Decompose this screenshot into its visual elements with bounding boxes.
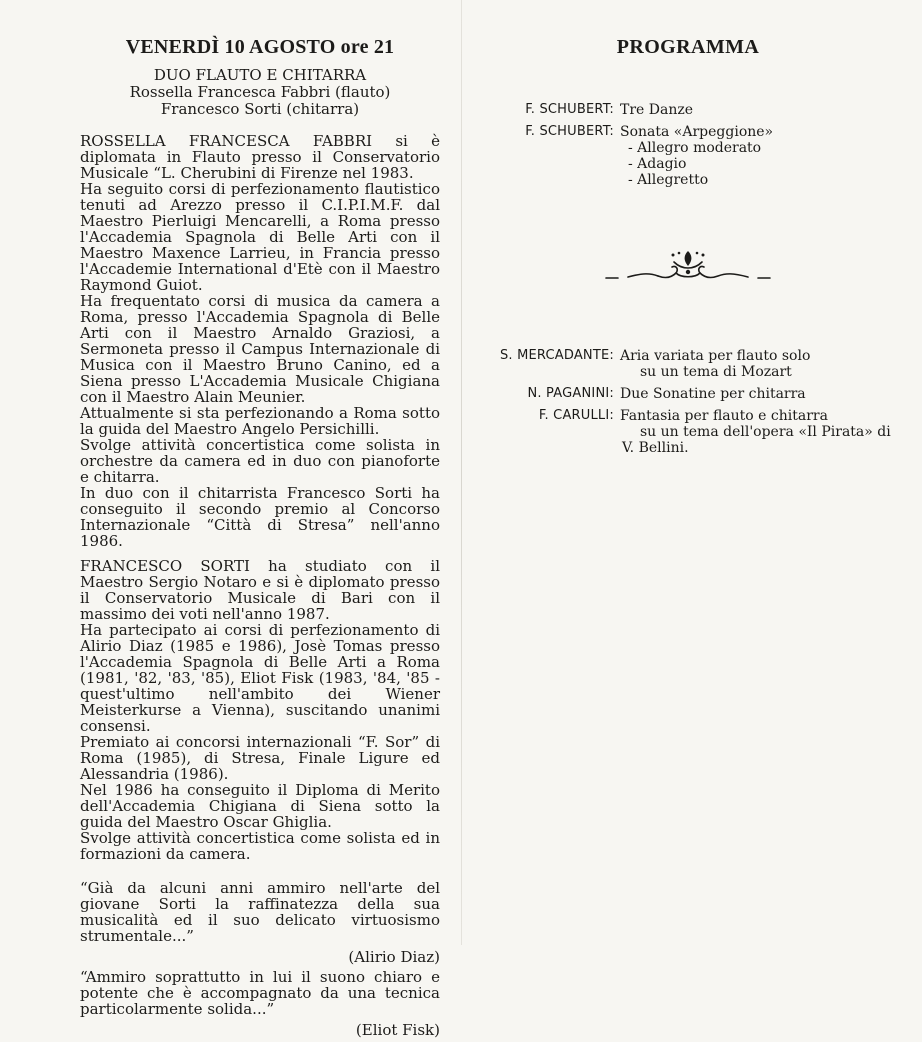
work-block xyxy=(620,408,898,456)
scroll-ornament-icon xyxy=(478,246,898,286)
quote-diaz xyxy=(80,880,440,965)
work-title: Tre Danze xyxy=(620,102,694,118)
work-subtitle: su un tema dell'opera «Il Pirata» di xyxy=(640,424,891,440)
bio-paragraph: Svolge attività concertistica come solista ed in formazioni da camera. xyxy=(80,829,440,863)
composer-name: F. SCHUBERT: xyxy=(525,102,614,117)
work-title: Fantasia per flauto e chitarra xyxy=(620,408,828,424)
programme-part-1 xyxy=(478,102,898,188)
composer-name: S. MERCADANTE: xyxy=(499,348,614,363)
programme-item xyxy=(478,386,898,402)
bio-paragraph: Attualmente si sta perfezionando a Roma sotto la guida del Maestro Angelo Persichilli. xyxy=(80,404,440,438)
work-title: Due Sonatine per chitarra xyxy=(620,386,806,402)
composer-name: N. PAGANINI: xyxy=(527,386,614,401)
bio-paragraph: ROSSELLA FRANCESCA FABBRI si è diplomata in Flauto presso il Conservatorio Musicale “L. Cherubini di Firenze nel 1983. xyxy=(80,132,440,182)
right-column xyxy=(478,30,898,460)
bio-paragraph: Ha frequentato corsi di musica da camera a Roma, presso l'Accademia Spagnola di Belle Arti con il Maestro Arnaldo Graziosi, a Sermoneta presso il Campus Internazionale di Musica con il Maestro Bruno Canino, ed a Siena presso L'Accademia Musicale Chigiana con il Maestro Alain Meunier. xyxy=(80,292,440,406)
fabbri-bio xyxy=(80,133,440,549)
sorti-bio xyxy=(80,558,440,862)
programme-item xyxy=(478,408,898,456)
work-subtitle: su un tema di Mozart xyxy=(640,364,792,380)
page-fold xyxy=(461,0,462,945)
movement: - Allegro moderato xyxy=(628,140,762,156)
left-column xyxy=(80,30,440,1042)
scroll-ornament-icon xyxy=(588,246,788,286)
movement: - Adagio xyxy=(628,156,687,172)
quote-fisk xyxy=(80,969,440,1038)
quote-text: “Ammiro soprattutto in lui il suono chiaro e potente che è accompagnato da una tecnica particolarmente solida...” xyxy=(80,968,440,1018)
programme-part-2 xyxy=(478,348,898,456)
bio-paragraph: Ha partecipato ai corsi di perfezionamento di Alirio Diaz (1985 e 1986), Josè Tomas presso l'Accademia Spagnola di Belle Arti a Roma (1981, '82, '83, '85), Eliot Fisk (1983, '84, '85 - quest'ultimo nell'ambito dei Wiener Meisterkurse a Vienna), suscitando unanimi consensi. xyxy=(80,621,440,735)
programme-heading: PROGRAMMA xyxy=(616,36,760,58)
work-block xyxy=(620,348,898,380)
work-title: Aria variata per flauto solo xyxy=(620,348,811,364)
programme-item xyxy=(478,124,898,188)
performer-flute: Rossella Francesca Fabbri (flauto) xyxy=(129,83,391,101)
movement: - Allegretto xyxy=(628,172,709,188)
quote-author: (Alirio Diaz) xyxy=(348,948,440,966)
programme-item xyxy=(478,348,898,380)
ensemble-name: DUO FLAUTO E CHITARRA xyxy=(153,66,367,84)
work-block xyxy=(620,124,898,188)
bio-paragraph: Ha seguito corsi di perfezionamento flautistico tenuti ad Arezzo presso il C.I.P.I.M.F. dal Maestro Pierluigi Mencarelli, a Roma presso l'Accademia Spagnola di Belle Arti con il Maestro Maxence Larrieu, in Francia presso l'Accademie International d'Etè con il Maestro Raymond Guiot. xyxy=(80,180,440,294)
programme-item xyxy=(478,102,898,118)
composer-name: F. CARULLI: xyxy=(538,408,614,423)
quote-author: (Eliot Fisk) xyxy=(355,1021,440,1039)
work-title: Sonata «Arpeggione» xyxy=(620,124,774,140)
work-subtitle: V. Bellini. xyxy=(622,440,689,456)
performer-guitar: Francesco Sorti (chitarra) xyxy=(160,100,360,118)
bio-paragraph: Nel 1986 ha conseguito il Diploma di Merito dell'Accademia Chigiana di Siena sotto la guida del Maestro Oscar Ghiglia. xyxy=(80,781,440,831)
quote-text: “Già da alcuni anni ammiro nell'arte del giovane Sorti la raffinatezza della sua musicalità ed il suo delicato virtuosismo strumentale...” xyxy=(80,879,440,945)
bio-paragraph: Premiato ai concorsi internazionali “F. Sor” di Roma (1985), di Stresa, Finale Ligure ed Alessandria (1986). xyxy=(80,733,440,783)
bio-paragraph: FRANCESCO SORTI ha studiato con il Maestro Sergio Notaro e si è diplomato presso il Conservatorio Musicale di Bari con il massimo dei voti nell'anno 1987. xyxy=(80,557,440,623)
bio-paragraph: Svolge attività concertistica come solista in orchestre da camera ed in duo con pianoforte e chitarra. xyxy=(80,436,440,486)
concert-date-heading: VENERDÌ 10 AGOSTO ore 21 xyxy=(125,36,395,58)
bio-paragraph: In duo con il chitarrista Francesco Sorti ha conseguito il secondo premio al Concorso Internazionale “Città di Stresa” nell'anno 1986. xyxy=(80,484,440,550)
ensemble-block xyxy=(80,67,440,118)
composer-name: F. SCHUBERT: xyxy=(525,124,614,139)
